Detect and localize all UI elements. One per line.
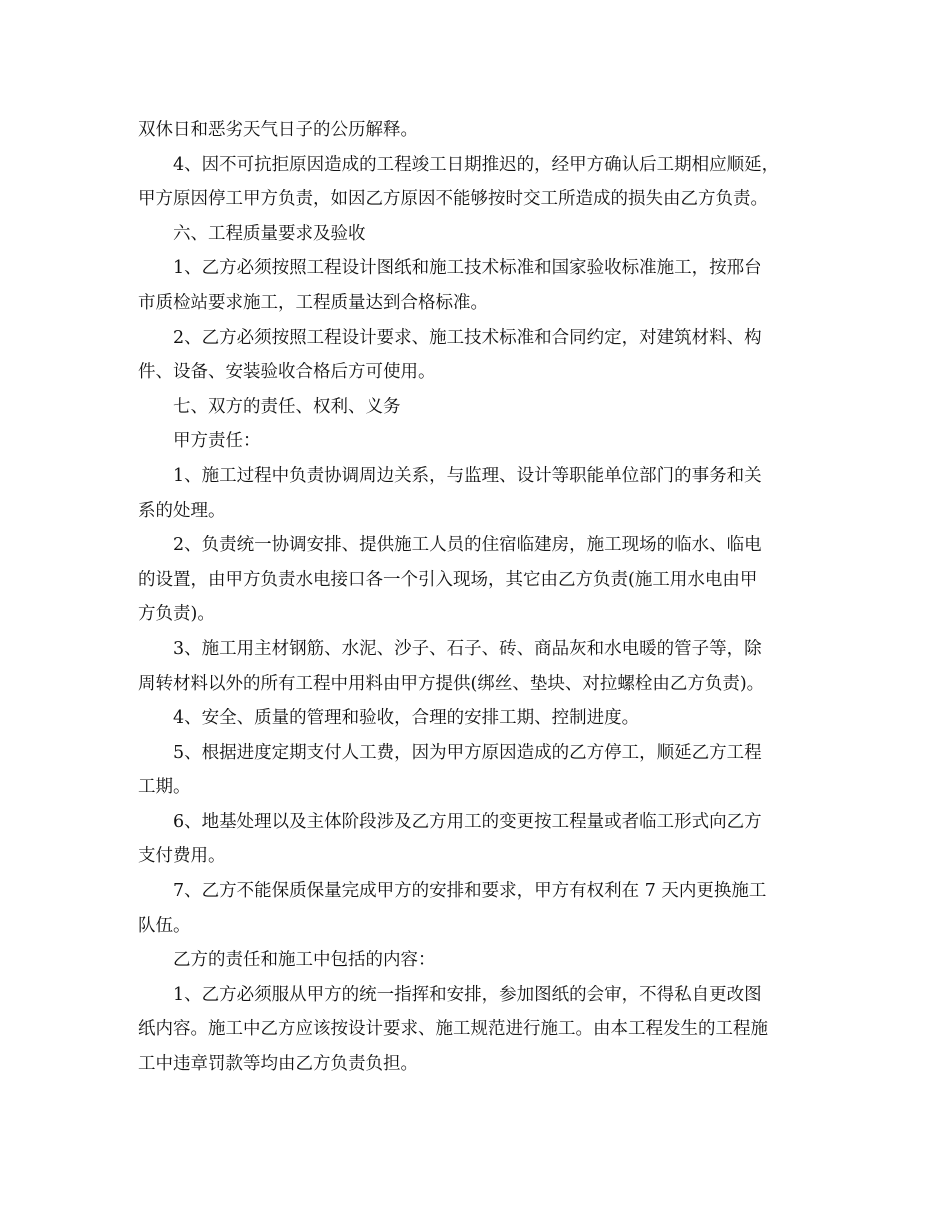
text-line: 乙方的责任和施工中包括的内容： (173, 950, 436, 971)
text-line: 件、设备、安装验收合格后方可使用。 (138, 362, 436, 383)
text-line: 7、乙方不能保质保量完成甲方的安排和要求，甲方有权利在 7 天内更换施工 (173, 881, 767, 902)
text-line: 的设置，由甲方负责水电接口各一个引入现场，其它由乙方负责(施工用水电由甲 (138, 569, 758, 590)
text-line: 4、安全、质量的管理和验收，合理的安排工期、控制进度。 (173, 708, 640, 729)
document-body (138, 113, 828, 1082)
text-line: 2、乙方必须按照工程设计要求、施工技术标准和合同约定，对建筑材料、构 (173, 327, 762, 348)
text-line: 周转材料以外的所有工程中用料由甲方提供(绑丝、垫块、对拉螺栓由乙方负责)。 (138, 673, 765, 694)
text-line: 七、双方的责任、权利、义务 (173, 396, 401, 417)
text-line: 市质检站要求施工，工程质量达到合格标准。 (138, 292, 488, 313)
text-line: 工期。 (138, 777, 191, 798)
document-page (138, 113, 828, 1082)
text-line: 六、工程质量要求及验收 (173, 223, 366, 244)
text-line: 1、乙方必须服从甲方的统一指挥和安排，参加图纸的会审，不得私自更改图 (173, 984, 762, 1005)
text-line: 4、因不可抗拒原因造成的工程竣工日期推迟的，经甲方确认后工期相应顺延， (173, 154, 780, 175)
text-line: 甲方责任： (173, 431, 261, 452)
text-line: 方负责)。 (138, 604, 215, 625)
text-line: 支付费用。 (138, 846, 226, 867)
text-line: 1、施工过程中负责协调周边关系，与监理、设计等职能单位部门的事务和关 (173, 465, 762, 486)
text-line: 2、负责统一协调安排、提供施工人员的住宿临建房，施工现场的临水、临电 (173, 535, 762, 556)
text-line: 1、乙方必须按照工程设计图纸和施工技术标准和国家验收标准施工，按邢台 (173, 258, 762, 279)
text-line: 6、地基处理以及主体阶段涉及乙方用工的变更按工程量或者临工形式向乙方 (173, 811, 762, 832)
text-line: 3、施工用主材钢筋、水泥、沙子、石子、砖、商品灰和水电暖的管子等，除 (173, 638, 762, 659)
text-line: 系的处理。 (138, 500, 226, 521)
text-line: 队伍。 (138, 915, 191, 936)
text-line: 双休日和恶劣天气日子的公历解释。 (138, 120, 418, 140)
text-line: 纸内容。施工中乙方应该按设计要求、施工规范进行施工。由本工程发生的工程施 (138, 1019, 768, 1040)
text-line: 工中违章罚款等均由乙方负责负担。 (138, 1054, 418, 1075)
text-line: 甲方原因停工甲方负责，如因乙方原因不能够按时交工所造成的损失由乙方负责。 (138, 189, 768, 210)
text-line: 5、根据进度定期支付人工费，因为甲方原因造成的乙方停工，顺延乙方工程 (173, 742, 762, 763)
